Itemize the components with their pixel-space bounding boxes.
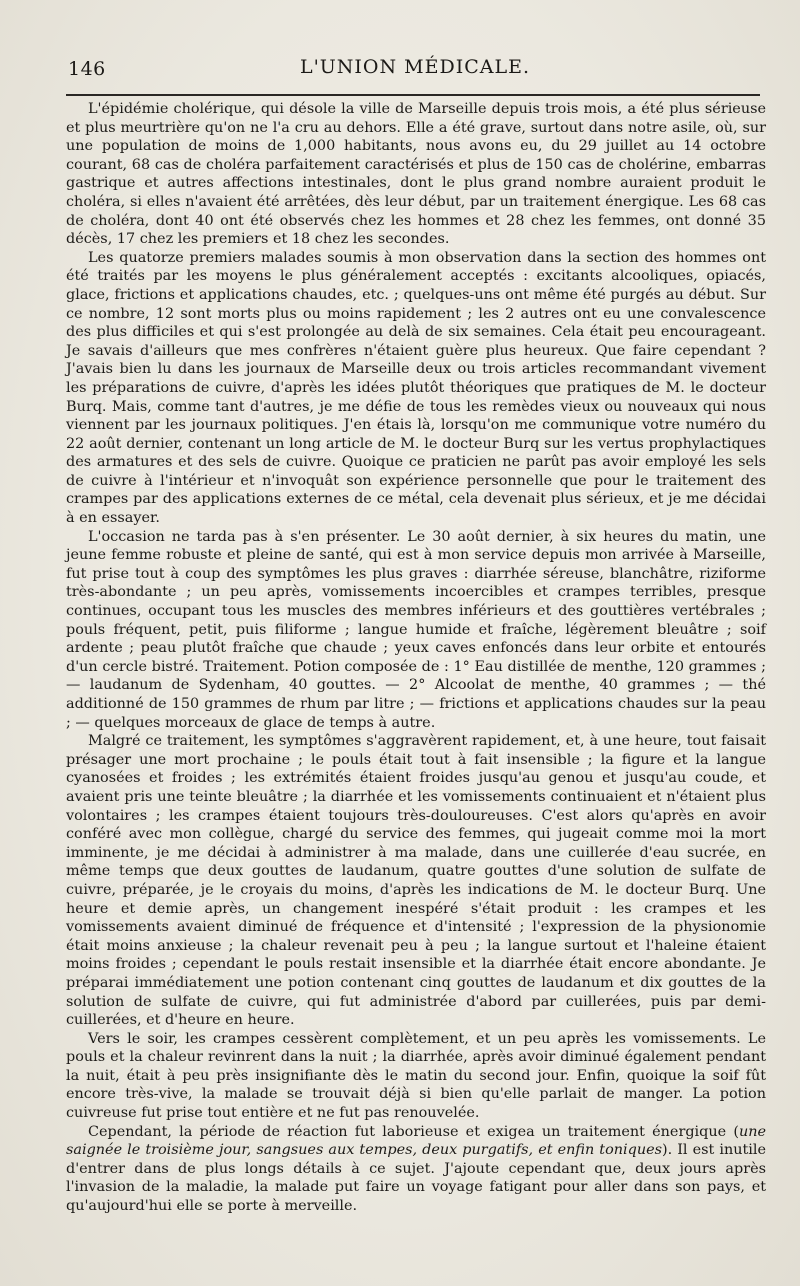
page-number: 146 <box>68 58 106 80</box>
paragraph: Les quatorze premiers malades soumis à mon observation dans la section des hommes ont été traités par les moyens le plus généralement acceptés : excitants alcooliques, opiacés, glace, frictions et applications chaudes, etc. ; quelques-uns ont même été purgés au début. Sur ce nombre, 12 sont morts plus ou moins rapidement ; les 2 autres ont eu une convalescence des plus difficiles et qui s'est prolongée au delà de six semaines. Cela était peu encourageant. Je savais d'ailleurs que mes confrères n'étaient guère plus heureux. Que faire cependant ? J'avais bien lu dans les journaux de Marseille deux ou trois articles recommandant vivement les préparations de cuivre, d'après les idées plutôt théoriques que pratiques de M. le docteur Burq. Mais, comme tant d'autres, je me défie de tous les remèdes vieux ou nouveaux qui nous viennent par les journaux politiques. J'en étais là, lorsqu'on me communique votre numéro du 22 août dernier, contenant un long article de M. le docteur Burq sur les vertus prophylactiques des armatures et des sels de cuivre. Quoique ce praticien ne parût pas avoir employé les sels de cuivre à l'intérieur et n'invoquât son expérience personnelle que pour le traitement des crampes par des applications externes de ce métal, cela devenait plus sérieux, et je me décidai à en essayer. <box>66 249 766 527</box>
running-title: L'UNION MÉDICALE. <box>299 56 531 78</box>
paragraph: L'épidémie cholérique, qui désole la ville de Marseille depuis trois mois, a été plus sérieuse et plus meurtrière qu'on ne l'a cru au dehors. Elle a été grave, surtout dans notre asile, où, sur une population de moins de 1,000 habitants, nous avons eu, du 29 juillet au 14 octobre courant, 68 cas de choléra parfaitement caractérisés et plus de 150 cas de cholérine, embarras gastrique et autres affections intestinales, dont le plus grand nombre auraient produit le choléra, si elles n'avaient été arrêtées, dès leur début, par un traitement énergique. Les 68 cas de choléra, dont 40 ont été observés chez les hommes et 28 chez les femmes, ont donné 35 décès, 17 chez les premiers et 18 chez les secondes. <box>66 101 766 248</box>
italic-treatment-list: une saignée le troisième jour, sangsues aux tempes, deux purgatifs, et enfin toniques <box>66 1123 766 1159</box>
paragraph-last <box>66 1123 766 1216</box>
header-rule <box>66 94 760 96</box>
text-span: Cependant, la période de réaction fut laborieuse et exigea un traitement énergique ( <box>88 1123 739 1140</box>
paragraph: Vers le soir, les crampes cessèrent complètement, et un peu après les vomissements. Le pouls et la chaleur revinrent dans la nuit ; la diarrhée, après avoir diminué également pendant la nuit, était à peu près insignifiante dès le matin du second jour. Enfin, quoique la soif fût encore très-vive, la malade se trouvait déjà si bien qu'elle parlait de manger. La potion cuivreuse fut prise tout entière et ne fut pas renouvelée. <box>66 1030 766 1122</box>
text-span: ). Il est inutile d'entrer dans de plus longs détails à ce sujet. J'ajoute cependant que, deux jours après l'invasion de la maladie, la malade put faire un voyage fatigant pour aller dans son pays, et qu'aujourd'hui elle se porte à merveille. <box>66 1142 766 1215</box>
paragraph: Malgré ce traitement, les symptômes s'aggravèrent rapidement, et, à une heure, tout faisait présager une mort prochaine ; le pouls était tout à fait insensible ; la figure et la langue cyanosées et froides ; les extrémités étaient froides jusqu'au genou et jusqu'au coude, et avaient pris une teinte bleuâtre ; la diarrhée et les vomissements continuaient et n'étaient plus volontaires ; les crampes étaient toujours très-douloureuses. C'est alors qu'après en avoir conféré avec mon collègue, chargé du service des femmes, qui jugeait comme moi la mort imminente, je me décidai à administrer à ma malade, dans une cuillerée d'eau sucrée, en même temps que deux gouttes de laudanum, quatre gouttes d'une solution de sulfate de cuivre, préparée, je le croyais du moins, d'après les indications de M. le docteur Burq. Une heure et demie après, un changement inespéré s'était produit : les crampes et les vomissements avaient diminué de fréquence et d'intensité ; l'expression de la physionomie était moins anxieuse ; la chaleur revenait peu à peu ; la langue surtout et l'haleine étaient moins froides ; cependant le pouls restait insensible et la diarrhée était encore abondante. Je préparai immédiatement une potion contenant cinq gouttes de laudanum et dix gouttes de la solution de sulfate de cuivre, qui fut administrée d'abord par cuillerées, puis par demi-cuillerées, et d'heure en heure. <box>66 733 766 1029</box>
page-header <box>68 56 762 86</box>
paragraph: L'occasion ne tarda pas à s'en présenter. Le 30 août dernier, à six heures du matin, une jeune femme robuste et pleine de santé, qui est à mon service depuis mon arrivée à Marseille, fut prise tout à coup des symptômes les plus graves : diarrhée séreuse, blanchâtre, riziforme très-abondante ; un peu après, vomissements incoercibles et crampes terribles, presque continues, occupant tous les muscles des membres inférieurs et des gouttières vertébrales ; pouls fréquent, petit, puis filiforme ; langue humide et fraîche, légèrement bleuâtre ; soif ardente ; peau plutôt fraîche que chaude ; yeux caves enfoncés dans leur orbite et entourés d'un cercle bistré. Traitement. Potion composée de : 1° Eau distillée de menthe, 120 grammes ; — laudanum de Sydenham, 40 gouttes. — 2° Alcoolat de menthe, 40 grammes ; — thé additionné de 150 grammes de rhum par litre ; — frictions et applications chaudes sur la peau ; — quelques morceaux de glace de temps à autre. <box>66 528 766 731</box>
article-body <box>66 100 766 1216</box>
